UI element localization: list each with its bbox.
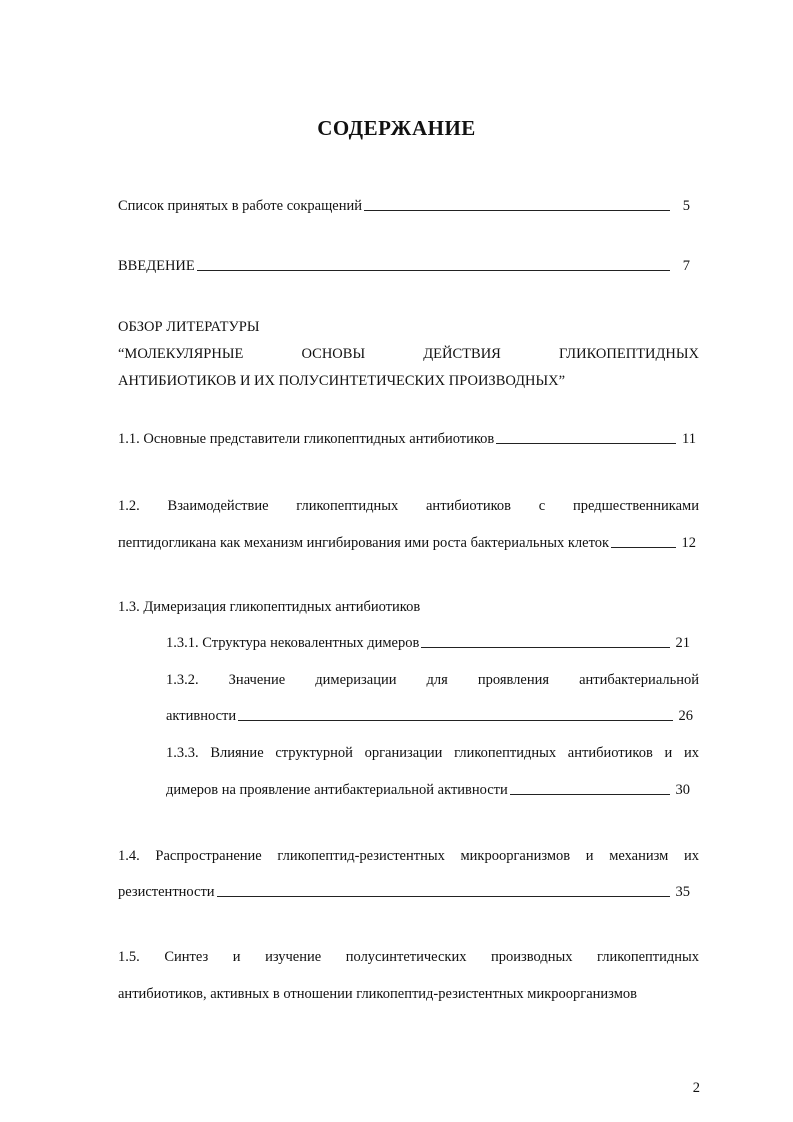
review-title-line1: “МОЛЕКУЛЯРНЫЕ ОСНОВЫ ДЕЙСТВИЯ ГЛИКОПЕПТИДНЫХ (118, 346, 699, 362)
toc-page-number: 7 (682, 258, 690, 274)
toc-entry-text: Список принятых в работе сокращений (118, 198, 362, 214)
toc-entry-text: ВВЕДЕНИЕ (118, 258, 195, 274)
toc-entry-text: резистентности (118, 884, 215, 900)
toc-entry-1-3-2 (166, 707, 693, 725)
review-title-line2: АНТИБИОТИКОВ И ИХ ПОЛУСИНТЕТИЧЕСКИХ ПРОИЗВОДНЫХ” (118, 373, 566, 389)
toc-leader-line (510, 793, 670, 795)
toc-entry-abbreviations (118, 197, 690, 215)
toc-leader-line (197, 269, 670, 271)
page-number: 2 (692, 1080, 700, 1096)
toc-page-number: 30 (675, 782, 690, 798)
toc-page-number: 5 (682, 198, 690, 214)
toc-entry-1-3-3 (166, 781, 690, 799)
toc-entry-1-3-3-line1: 1.3.3. Влияние структурной организации гликопептидных антибиотиков и их (166, 745, 699, 761)
toc-entry-1-3: 1.3. Димеризация гликопептидных антибиотиков (118, 599, 421, 615)
toc-leader-line (611, 546, 676, 548)
toc-entry-1-3-2-line1: 1.3.2. Значение димеризации для проявления антибактериальной (166, 672, 699, 688)
toc-page-number: 35 (675, 884, 690, 900)
toc-entry-1-2 (118, 534, 696, 552)
toc-leader-line (217, 895, 670, 897)
toc-entry-introduction (118, 257, 690, 275)
toc-entry-1-5-line1: 1.5. Синтез и изучение полусинтетических производных гликопептидных (118, 949, 699, 965)
toc-entry-text: димеров на проявление антибактериальной активности (166, 782, 508, 798)
toc-entry-text: 1.1. Основные представители гликопептидных антибиотиков (118, 431, 495, 447)
toc-entry-1-4 (118, 883, 690, 901)
toc-leader-line (421, 646, 670, 648)
toc-page-number: 21 (675, 635, 690, 651)
toc-entry-1-1 (118, 430, 696, 448)
toc-leader-line (364, 209, 670, 211)
toc-leader-line (238, 719, 673, 721)
review-heading: ОБЗОР ЛИТЕРАТУРЫ (118, 319, 260, 335)
toc-leader-line (496, 442, 676, 444)
toc-entry-text: пептидогликана как механизм ингибирования ими роста бактериальных клеток (118, 535, 610, 551)
toc-entry-text: активности (166, 708, 237, 724)
toc-entry-1-4-line1: 1.4. Распространение гликопептид-резистентных микроорганизмов и механизм их (118, 848, 699, 864)
toc-entry-text: 1.3.1. Структура нековалентных димеров (166, 635, 420, 651)
toc-page-number: 11 (682, 431, 696, 447)
toc-entry-1-2-line1: 1.2. Взаимодействие гликопептидных антибиотиков с предшественниками (118, 498, 699, 514)
page-title: СОДЕРЖАНИЕ (317, 116, 476, 140)
toc-page-number: 26 (678, 708, 693, 724)
toc-entry-1-5-line2: антибиотиков, активных в отношении гликопептид-резистентных микроорганизмов (118, 986, 637, 1002)
toc-entry-1-3-1 (166, 634, 690, 652)
toc-page-number: 12 (681, 535, 696, 551)
